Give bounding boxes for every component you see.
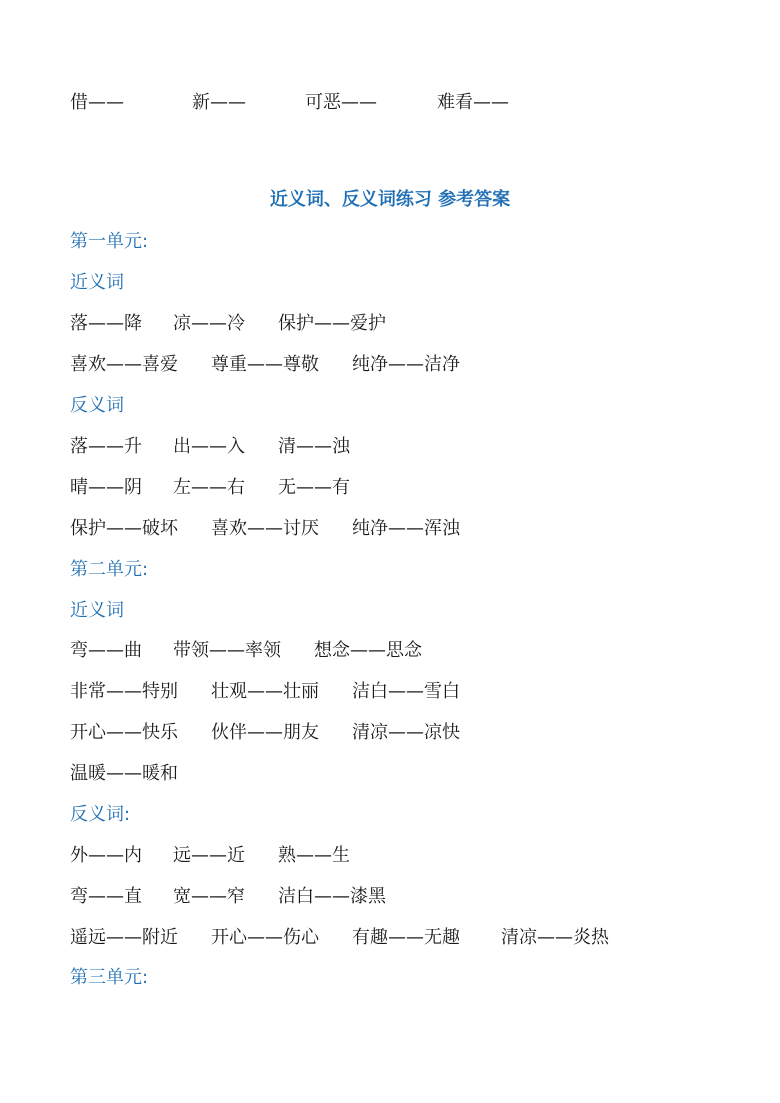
word-pair: 宽——窄 <box>173 886 245 907</box>
word-pair: 落——降 <box>70 313 142 334</box>
section-label-synonyms: 近义词 <box>70 600 124 621</box>
word-pair: 左——右 <box>173 477 245 498</box>
top-fill-in-row <box>0 88 780 114</box>
section-label-synonyms: 近义词 <box>70 272 124 293</box>
word-pair: 纯净——洁净 <box>352 354 460 375</box>
word-pair: 弯——直 <box>70 886 142 907</box>
word-pair: 遥远——附近 <box>70 927 178 948</box>
word-pair: 外——内 <box>70 845 142 866</box>
word-pair: 落——升 <box>70 436 142 457</box>
word-pair: 带领——率领 <box>173 640 281 661</box>
word-pair: 非常——特别 <box>70 681 178 702</box>
word-pair: 纯净——浑浊 <box>352 518 460 539</box>
word-pair: 清——浊 <box>278 436 350 457</box>
word-pair: 保护——爱护 <box>278 313 386 334</box>
word-pair: 无——有 <box>278 477 350 498</box>
fill-in-item: 新—— <box>192 92 246 113</box>
word-pair: 熟——生 <box>278 845 350 866</box>
word-pair: 想念——思念 <box>314 640 422 661</box>
unit-heading: 第二单元: <box>70 559 149 580</box>
word-pair: 洁白——漆黑 <box>278 886 386 907</box>
word-pair: 伙伴——朋友 <box>211 722 319 743</box>
word-pair: 温暖——暖和 <box>70 763 178 784</box>
word-pair: 远——近 <box>173 845 245 866</box>
word-pair: 晴——阴 <box>70 477 142 498</box>
word-pair: 开心——快乐 <box>70 722 178 743</box>
word-pair: 清凉——炎热 <box>501 927 609 948</box>
word-pair: 保护——破坏 <box>70 518 178 539</box>
section-label-antonyms: 反义词: <box>70 804 131 825</box>
section-label-antonyms: 反义词 <box>70 395 124 416</box>
fill-in-item: 难看—— <box>437 92 509 113</box>
word-pair: 洁白——雪白 <box>352 681 460 702</box>
word-pair: 壮观——壮丽 <box>211 681 319 702</box>
word-pair: 喜欢——讨厌 <box>211 518 319 539</box>
page-title: 近义词、反义词练习 参考答案 <box>269 189 511 210</box>
unit-heading: 第一单元: <box>70 231 149 252</box>
word-pair: 开心——伤心 <box>211 927 319 948</box>
word-pair: 清凉——凉快 <box>352 722 460 743</box>
word-pair: 尊重——尊敬 <box>211 354 319 375</box>
word-pair: 凉——冷 <box>173 313 245 334</box>
word-pair: 有趣——无趣 <box>352 927 460 948</box>
word-pair: 喜欢——喜爱 <box>70 354 178 375</box>
word-pair: 弯——曲 <box>70 640 142 661</box>
word-pair: 出——入 <box>173 436 245 457</box>
fill-in-item: 借—— <box>70 92 124 113</box>
unit-heading: 第三单元: <box>70 967 149 988</box>
fill-in-item: 可恶—— <box>305 92 377 113</box>
